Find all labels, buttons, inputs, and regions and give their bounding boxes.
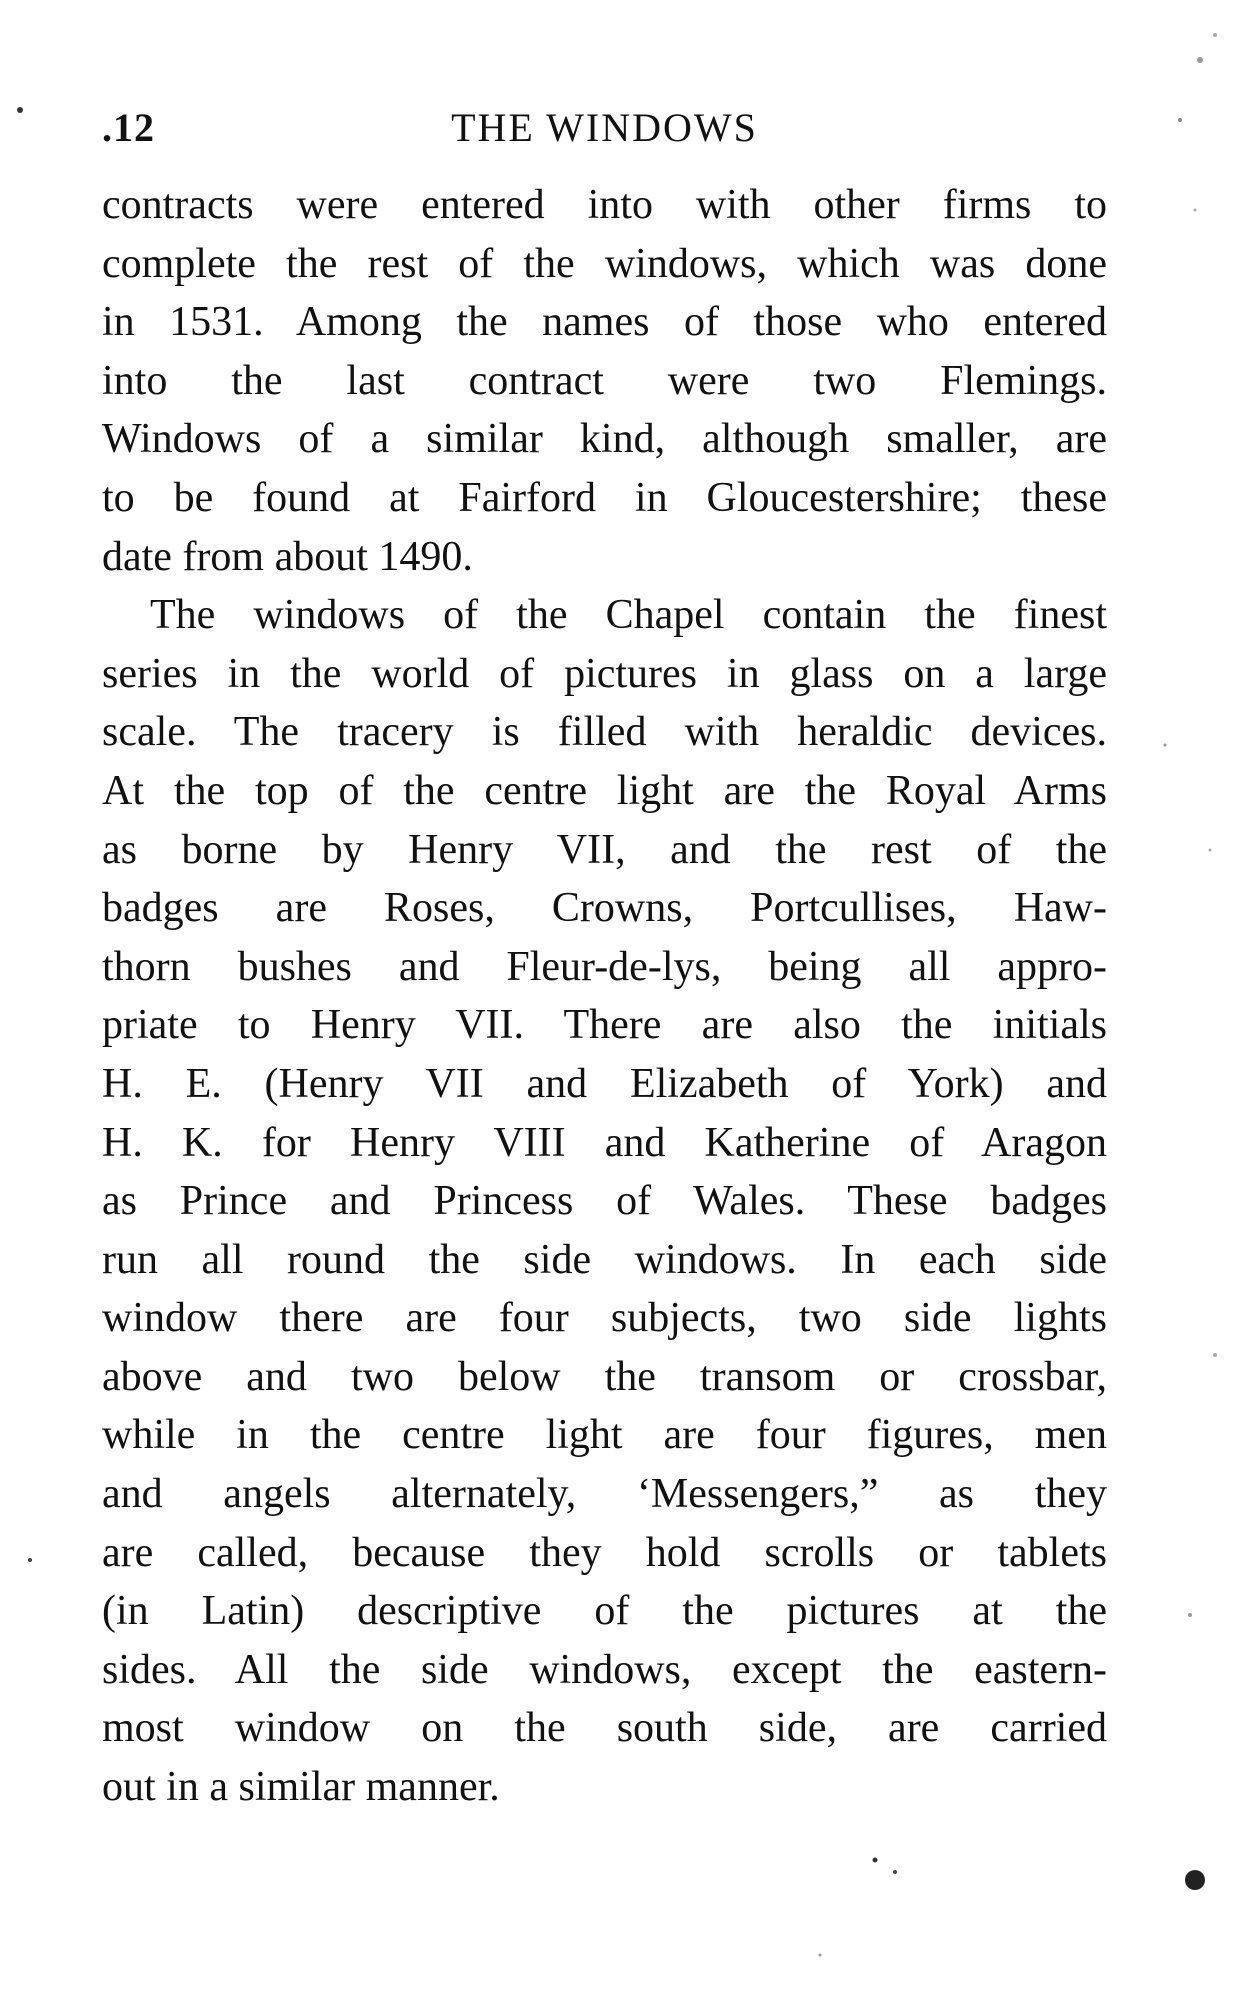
text-line: thorn bushes and Fleur-de-lys, being all appro- — [102, 943, 1107, 990]
paragraph — [102, 176, 1107, 586]
text-line: most window on the south side, are carried — [102, 1705, 1107, 1752]
text-line: as borne by Henry VII, and the rest of the — [102, 826, 1107, 873]
text-line: The windows of the Chapel contain the finest — [150, 592, 1107, 639]
page-header — [102, 104, 1107, 154]
text-line: Windows of a similar kind, although smaller, are — [102, 416, 1107, 463]
text-line: sides. All the side windows, except the eastern- — [102, 1646, 1107, 1693]
text-line: H. K. for Henry VIII and Katherine of Aragon — [102, 1119, 1107, 1166]
text-line: At the top of the centre light are the Royal Arms — [102, 767, 1107, 814]
text-line: in 1531. Among the names of those who entered — [102, 299, 1107, 346]
text-line: contracts were entered into with other firms to — [102, 182, 1107, 228]
text-line: badges are Roses, Crowns, Portcullises, Haw- — [102, 885, 1107, 932]
text-line: above and two below the transom or crossbar, — [102, 1353, 1107, 1400]
text-line: out in a similar manner. — [102, 1764, 500, 1811]
text-line: and angels alternately, ‘Messengers,” as they — [102, 1471, 1107, 1518]
text-line: into the last contract were two Flemings. — [102, 357, 1107, 404]
text-line: while in the centre light are four figures, men — [102, 1412, 1107, 1459]
text-line: priate to Henry VII. There are also the initials — [102, 1002, 1107, 1049]
text-line: are called, because they hold scrolls or tablets — [102, 1529, 1107, 1576]
text-line: run all round the side windows. In each side — [102, 1236, 1107, 1283]
body-text — [102, 176, 1107, 1817]
paragraph — [102, 586, 1107, 1816]
text-line: (in Latin) descriptive of the pictures at the — [102, 1588, 1107, 1635]
text-line: H. E. (Henry VII and Elizabeth of York) and — [102, 1060, 1107, 1107]
text-line: series in the world of pictures in glass on a large — [102, 650, 1107, 697]
page-number: .12 — [102, 105, 155, 150]
text-line: window there are four subjects, two side lights — [102, 1295, 1107, 1342]
text-line: as Prince and Princess of Wales. These badges — [102, 1178, 1107, 1225]
running-title: THE WINDOWS — [451, 105, 758, 150]
text-line: date from about 1490. — [102, 533, 473, 580]
text-line: complete the rest of the windows, which was done — [102, 240, 1107, 287]
text-line: to be found at Fairford in Gloucestershire; these — [102, 474, 1107, 521]
text-line: scale. The tracery is filled with heraldic devices. — [102, 709, 1107, 756]
